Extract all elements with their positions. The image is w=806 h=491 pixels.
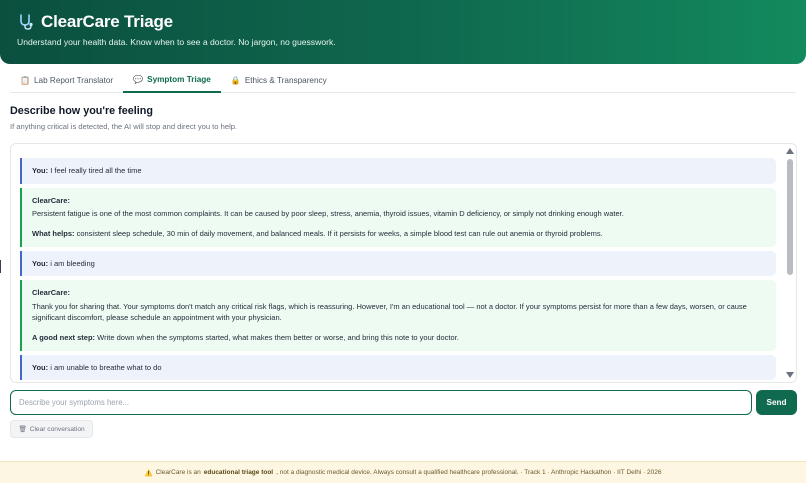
message-text: i am unable to breathe what to do (50, 362, 162, 372)
message-tip (32, 332, 766, 344)
tab-bar (10, 68, 796, 93)
page-subtitle: If anything critical is detected, the AI will stop and direct you to help. (10, 122, 238, 131)
user-message (20, 355, 776, 381)
message-text: i am bleeding (50, 258, 95, 268)
send-button[interactable]: Send (756, 390, 797, 415)
message-speaker: You: (32, 362, 49, 372)
tab-lab-report-translator[interactable] (10, 68, 123, 92)
message-speaker: You: (32, 166, 49, 175)
disclaimer-footer (0, 461, 806, 483)
footer-prefix: ClearCare is an (155, 469, 201, 476)
scroll-down-arrow-icon[interactable] (786, 372, 794, 378)
symptom-input-wrapper (10, 390, 752, 415)
tip-text: Write down when the symptoms started, what makes them better or worse, and bring this note to your doctor. (97, 333, 459, 342)
clear-conversation-button[interactable] (10, 420, 93, 438)
user-message (20, 251, 776, 277)
tab-ethics-transparency[interactable] (221, 68, 337, 92)
tip-label: A good next step: (32, 333, 96, 342)
message-tip (32, 228, 766, 240)
tab-symptom-triage[interactable] (123, 68, 221, 93)
window-edge-marker (0, 260, 1, 273)
chat-scrollbar[interactable] (784, 144, 796, 382)
speech-bubble-icon: 💬 (133, 75, 144, 84)
tab-label: Symptom Triage (147, 75, 211, 84)
clipboard-icon: 📋 (20, 75, 30, 85)
chat-messages (20, 158, 776, 383)
footer-suffix: , not a diagnostic medical device. Always consult a qualified healthcare professional. · Track 1 · Anthropic Hackathon · IIT Delhi · 2026 (276, 469, 662, 476)
message-speaker: ClearCare: (32, 288, 70, 298)
tab-label: Lab Report Translator (33, 75, 114, 85)
clear-button-label: Clear conversation (29, 425, 85, 433)
scroll-up-arrow-icon[interactable] (786, 148, 794, 154)
tab-label: Ethics & Transparency (244, 75, 327, 85)
app-subtitle: Understand your health data. Know when to see a doctor. No jargon, no guesswork. (17, 37, 336, 47)
page-title: Describe how you're feeling (10, 105, 153, 117)
app-title: ClearCare Triage (41, 12, 173, 31)
message-speaker: You: (32, 258, 49, 268)
message-text: Persistent fatigue is one of the most common complaints. It can be caused by poor sleep, stress, anemia, thyroid issues, vitamin D deficiency, or simply not drinking enough water. (32, 209, 624, 219)
scrollbar-thumb[interactable] (787, 159, 793, 275)
tip-text: consistent sleep schedule, 30 min of daily movement, and balanced meals. If it persists for weeks, a simple blood test can rule out anemia or thyroid problems. (76, 228, 603, 238)
message-text: I feel really tired all the time (50, 166, 142, 175)
user-message (20, 158, 776, 184)
chat-log[interactable] (10, 143, 797, 383)
lock-icon: 🔒 (230, 75, 241, 85)
stethoscope-icon (17, 13, 35, 31)
trash-icon: 🗑 (18, 426, 27, 433)
app-title-row (17, 12, 173, 32)
app-header (0, 0, 806, 64)
message-text: Thank you for sharing that. Your symptoms don't match any critical risk flags, which is reassuring. However, I'm an educational tool — not a doctor. If your symptoms persist for more than a few days, worsen, or cause significant discomfort, please schedule an appointment with your physician. (32, 301, 747, 323)
message-speaker: ClearCare: (32, 195, 70, 205)
symptom-input[interactable] (11, 391, 751, 414)
assistant-message (20, 188, 776, 247)
footer-emphasis: educational triage tool (203, 469, 274, 476)
tip-label: What helps: (32, 228, 75, 238)
warning-icon: ⚠️ (144, 469, 153, 477)
assistant-message (20, 280, 776, 351)
